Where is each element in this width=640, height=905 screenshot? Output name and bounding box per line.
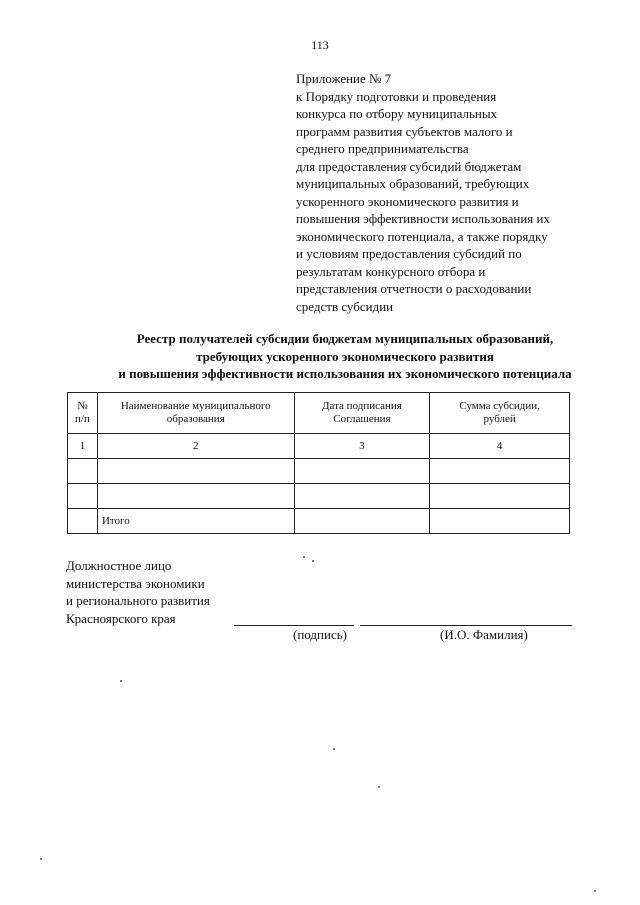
header-text: Наименование муниципального (120, 400, 271, 412)
table-cell (68, 459, 98, 484)
table-cell (430, 459, 570, 484)
appendix-line: средств субсидии (296, 298, 394, 314)
appendix-line: ускоренного экономического развития и (296, 193, 519, 209)
header-text: Соглашения (333, 413, 391, 425)
scan-speck (40, 858, 42, 860)
title-line: и повышения эффективности использования их экономического потенциала (118, 366, 572, 381)
table-row (68, 484, 570, 509)
appendix-line: представления отчетности о расходовании (296, 281, 532, 296)
table-cell (294, 459, 430, 484)
official-line: и регионального развития (66, 593, 210, 608)
official-line: Красноярского края (66, 610, 176, 626)
numbering-row (68, 434, 570, 459)
table-cell (68, 484, 98, 509)
total-row (68, 509, 570, 534)
table-cell (97, 484, 294, 509)
registry-title (60, 330, 630, 383)
scan-speck (312, 560, 314, 562)
header-subsidy-amount (430, 393, 570, 434)
appendix-reference (296, 70, 606, 315)
table-cell (294, 484, 430, 509)
header-text: рублей (483, 413, 516, 425)
table-cell: 2 (97, 434, 294, 459)
appendix-line: Приложение № 7 (296, 71, 392, 86)
header-municipality (97, 393, 294, 434)
appendix-line: повышения эффективности использования их (296, 211, 550, 226)
appendix-line: муниципальных образований, требующих (296, 176, 530, 191)
table-cell (68, 509, 98, 534)
signature-line (234, 625, 354, 626)
appendix-line: результатам конкурсного отбора и (296, 263, 486, 279)
page-number: 113 (311, 38, 329, 52)
name-line (360, 625, 572, 626)
appendix-line: для предоставления субсидий бюджетам (296, 158, 522, 174)
appendix-line: и условиям предоставления субсидий по (296, 246, 522, 261)
total-label: Итого (97, 509, 294, 534)
appendix-line: экономического потенциала, а также порядку (296, 228, 548, 244)
table-header-row (68, 393, 570, 434)
scan-speck (333, 748, 335, 750)
scan-speck (594, 890, 596, 892)
header-text: образования (166, 413, 225, 425)
registry-table (67, 392, 570, 534)
scan-speck (120, 680, 122, 682)
title-line: требующих ускоренного экономического развития (196, 348, 494, 364)
table-cell: 4 (430, 434, 570, 459)
official-line: Должностное лицо (66, 558, 172, 573)
table-cell: 1 (68, 434, 98, 459)
appendix-line: к Порядку подготовки и проведения (296, 88, 497, 104)
scan-speck (378, 786, 380, 788)
official-line: министерства экономики (66, 575, 205, 591)
header-text: Дата подписания (321, 400, 402, 412)
header-agreement-date (294, 393, 430, 434)
table-cell (294, 509, 430, 534)
header-text: п/п (75, 413, 90, 425)
official-block (66, 557, 210, 627)
header-number (68, 393, 98, 434)
header-text: № (77, 400, 88, 412)
scan-speck (303, 556, 305, 558)
name-caption: (И.О. Фамилия) (440, 627, 528, 642)
header-text: Сумма субсидии, (459, 400, 540, 412)
appendix-line: конкурса по отбору муниципальных (296, 106, 498, 121)
table-row (68, 459, 570, 484)
table-cell (430, 484, 570, 509)
table-cell: 3 (294, 434, 430, 459)
appendix-line: программ развития субъектов малого и (296, 123, 513, 139)
signature-caption: (подпись) (293, 627, 347, 642)
table-cell (430, 509, 570, 534)
table-cell (97, 459, 294, 484)
appendix-line: среднего предпринимательства (296, 141, 469, 156)
title-line: Реестр получателей субсидии бюджетам муниципальных образований, (136, 331, 554, 346)
